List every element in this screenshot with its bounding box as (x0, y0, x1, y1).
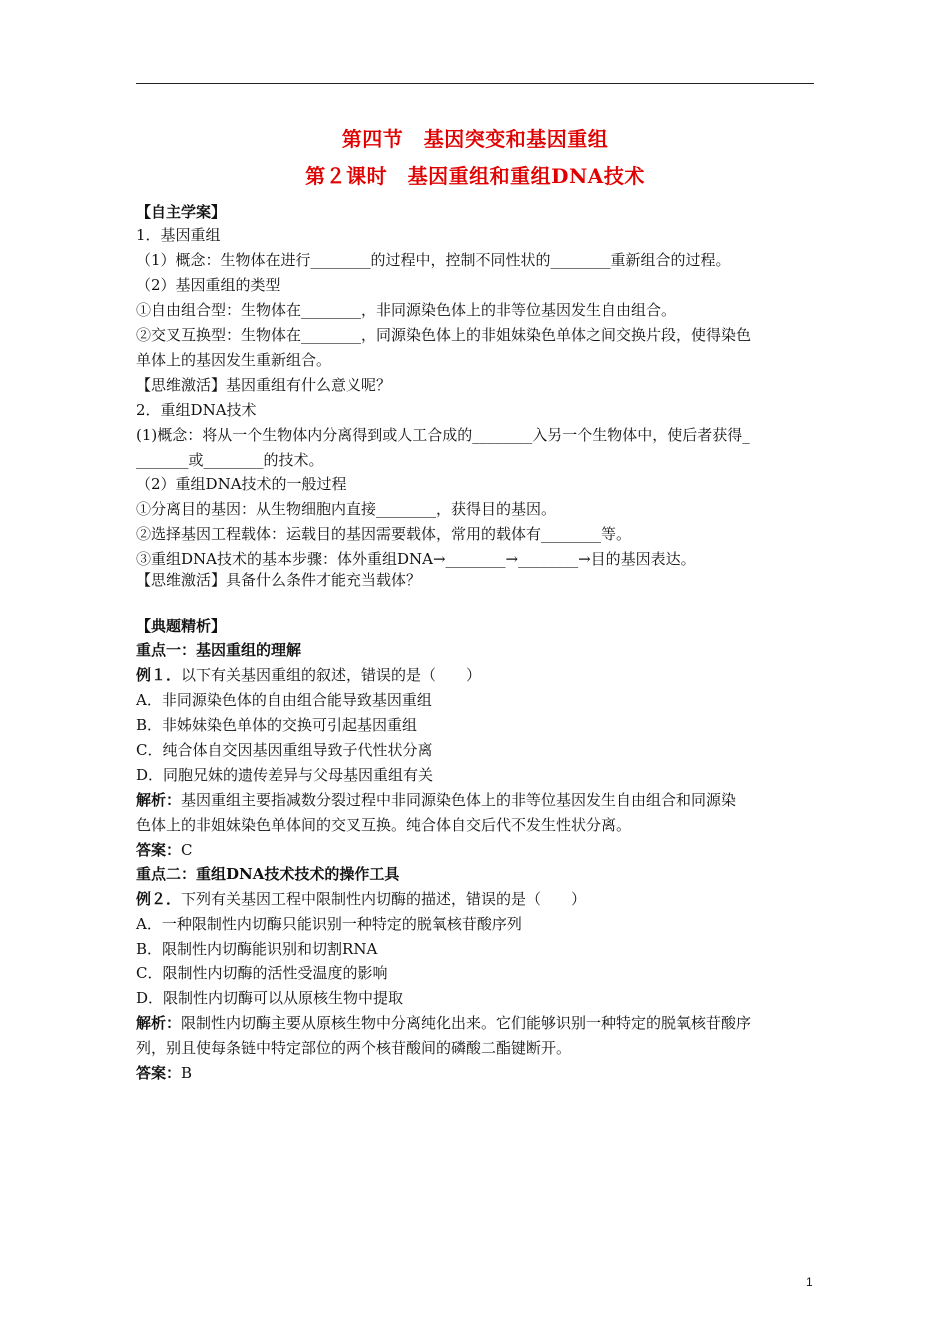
line-label: 答案： (136, 1064, 182, 1082)
section-heading: 【自主学案】 (136, 203, 227, 221)
option-d: D．限制性内切酶可以从原核生物中提取 (136, 989, 404, 1007)
text-line: ②选择基因工程载体：运载目的基因需要载体，常用的载体有________等。 (136, 525, 632, 543)
page-number: 1 (806, 1275, 813, 1289)
analysis-text: 列，别且使每条链中特定部位的两个核苷酸间的磷酸二酯键断开。 (136, 1039, 572, 1057)
text-line: ②交叉互换型：生物体在________，同源染色体上的非姐妹染色单体之间交换片段，使得染色 (136, 326, 752, 344)
option-b: B．非姊妹染色单体的交换可引起基因重组 (136, 716, 418, 734)
answer: 答案：C (136, 841, 193, 859)
option-a: A．非同源染色体的自由组合能导致基因重组 (136, 691, 432, 709)
key-point-heading: 重点一：基因重组的理解 (136, 641, 302, 659)
header-rule (136, 83, 814, 84)
page-title: 第四节 基因突变和基因重组 (341, 127, 609, 151)
option-a: A．一种限制性内切酶只能识别一种特定的脱氧核苷酸序列 (136, 915, 522, 933)
example-question: 例２．下列有关基因工程中限制性内切酶的描述，错误的是（ ） (136, 890, 587, 908)
answer: 答案：B (136, 1064, 193, 1082)
key-point-heading: 重点二：重组DNA技术技术的操作工具 (136, 865, 400, 883)
text-line: （2）重组DNA技术的一般过程 (136, 475, 347, 493)
line-label: 解析： (136, 791, 182, 809)
text-line: ③重组DNA技术的基本步骤：体外重组DNA→________→________→目的基因表达。 (136, 550, 696, 568)
text-line: 单体上的基因发生重新组合。 (136, 351, 332, 369)
line-label: 例２． (136, 890, 182, 908)
text-line: 【思维激活】具备什么条件才能充当载体？ (136, 571, 422, 589)
option-b: B．限制性内切酶能识别和切割RNA (136, 940, 378, 958)
option-c: C．纯合体自交因基因重组导致子代性状分离 (136, 741, 433, 759)
text-line: 【思维激活】基因重组有什么意义呢？ (136, 376, 392, 394)
text-line: (1)概念：将从一个生物体内分离得到或人工合成的________入另一个生物体中，使后者获得_ (136, 426, 750, 444)
text-line: （2）基因重组的类型 (136, 276, 281, 294)
analysis-text: 解析：限制性内切酶主要从原核生物中分离纯化出来。它们能够识别一种特定的脱氧核苷酸序 (136, 1014, 752, 1032)
text-line: ①自由组合型：生物体在________，非同源染色体上的非等位基因发生自由组合。 (136, 301, 677, 319)
line-label: 例１． (136, 666, 182, 684)
line-label: 解析： (136, 1014, 182, 1032)
text-line: ①分离目的基因：从生物细胞内直接________，获得目的基因。 (136, 500, 557, 518)
text-line: （1）概念：生物体在进行________的过程中，控制不同性状的________重新组合的过程。 (136, 251, 731, 269)
option-d: D．同胞兄妹的遗传差异与父母基因重组有关 (136, 766, 434, 784)
text-line: 2．重组DNA技术 (136, 401, 257, 419)
analysis-text: 色体上的非姐妹染色单体间的交叉互换。纯合体自交后代不发生性状分离。 (136, 816, 632, 834)
option-c: C．限制性内切酶的活性受温度的影响 (136, 964, 388, 982)
section-heading: 【典题精析】 (136, 617, 227, 635)
text-line: _______或________的技术。 (136, 451, 324, 469)
example-question: 例１．以下有关基因重组的叙述，错误的是（ ） (136, 666, 482, 684)
page-subtitle: 第２课时 基因重组和重组DNA技术 (305, 164, 645, 188)
line-label: 答案： (136, 841, 182, 859)
text-line: 1．基因重组 (136, 226, 221, 244)
analysis-text: 解析：基因重组主要指减数分裂过程中非同源染色体上的非等位基因发生自由组合和同源染 (136, 791, 737, 809)
